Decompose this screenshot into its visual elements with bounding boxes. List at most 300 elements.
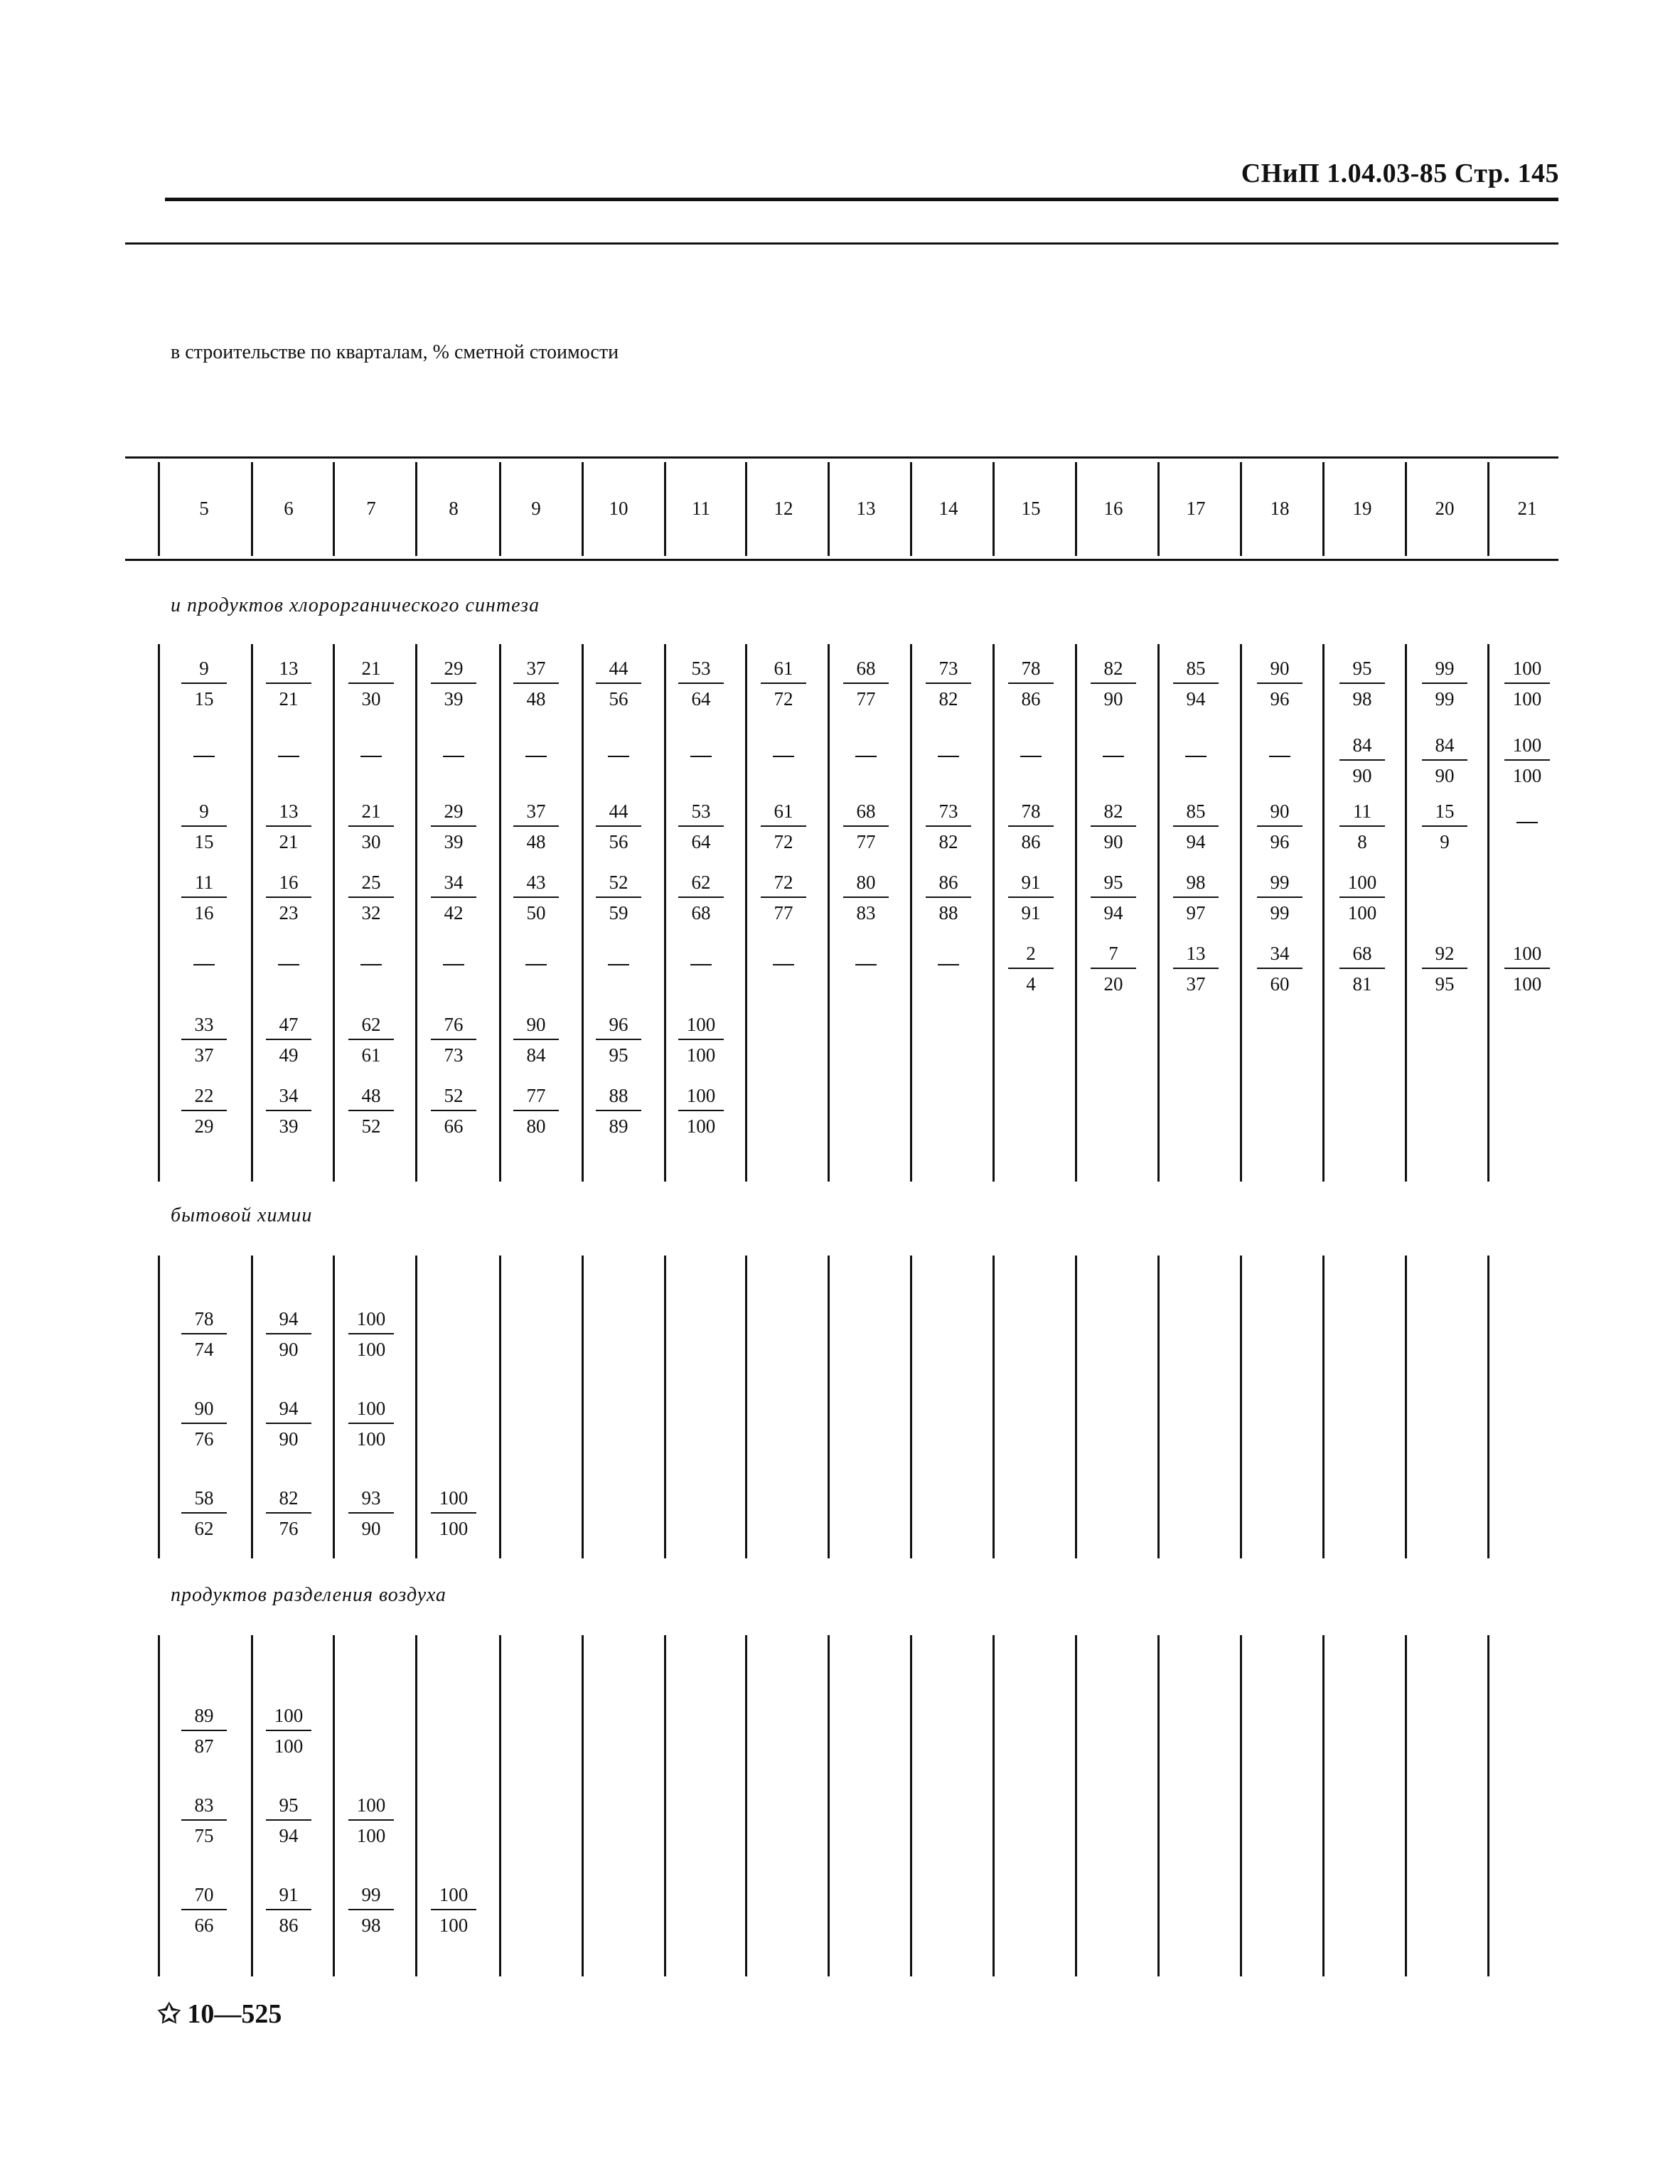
- fraction-cell: [1002, 659, 1059, 709]
- column-separator: [499, 1256, 501, 1558]
- fraction-cell: [176, 1015, 232, 1065]
- fraction-denominator: 90: [279, 1339, 299, 1360]
- fraction-numerator: 7: [1108, 943, 1118, 964]
- fraction-numerator: 72: [774, 872, 793, 893]
- empty-dash: [360, 756, 382, 757]
- fraction-cell: [1416, 659, 1473, 709]
- fraction-numerator: 100: [439, 1487, 469, 1509]
- fraction-numerator: 95: [279, 1794, 299, 1816]
- fraction-denominator: 73: [444, 1044, 464, 1066]
- column-header-separator: [499, 462, 501, 556]
- column-header-7: 7: [366, 498, 376, 519]
- empty-dash: [1269, 756, 1290, 757]
- fraction-denominator: 23: [279, 902, 299, 924]
- fraction-numerator: 100: [1512, 658, 1542, 679]
- fraction-denominator: 94: [1186, 831, 1206, 852]
- fraction-denominator: 95: [1435, 973, 1455, 995]
- fraction-cell: [1085, 873, 1142, 923]
- column-separator: [745, 1635, 747, 1976]
- column-header-6: 6: [284, 498, 294, 519]
- fraction-cell: [838, 873, 894, 923]
- fraction-cell: [425, 1086, 482, 1136]
- fraction-cell: [343, 802, 400, 852]
- column-separator: [910, 1635, 912, 1976]
- column-separator: [1487, 1256, 1489, 1558]
- column-separator: [828, 1635, 830, 1976]
- fraction-denominator: 99: [1270, 902, 1290, 924]
- fraction-cell: [260, 659, 317, 709]
- fraction-denominator: 30: [361, 688, 381, 710]
- fraction-cell: [176, 873, 232, 923]
- fraction-cell: [343, 1086, 400, 1136]
- column-header-11: 11: [692, 498, 710, 519]
- fraction-denominator: 90: [361, 1518, 381, 1539]
- fraction-denominator: 48: [526, 688, 546, 710]
- fraction-cell: [1085, 944, 1142, 994]
- fraction-cell: [1416, 736, 1473, 786]
- fraction-denominator: 100: [356, 1339, 386, 1360]
- fraction-numerator: 84: [1352, 734, 1372, 756]
- fraction-cell: [590, 802, 647, 852]
- fraction-numerator: 78: [1021, 801, 1041, 822]
- fraction-cell: [343, 1015, 400, 1065]
- fraction-denominator: 4: [1026, 973, 1036, 995]
- fraction-denominator: 100: [1512, 973, 1542, 995]
- fraction-denominator: 15: [194, 831, 214, 852]
- column-separator: [158, 1256, 160, 1558]
- fraction-denominator: 95: [609, 1044, 628, 1066]
- fraction-denominator: 66: [444, 1115, 464, 1137]
- table-header-top-rule: [125, 456, 1558, 459]
- fraction-denominator: 74: [194, 1339, 214, 1360]
- fraction-numerator: 100: [439, 1884, 469, 1905]
- fraction-numerator: 76: [444, 1014, 464, 1035]
- fraction-cell: [673, 1015, 729, 1065]
- fraction-cell: [260, 1086, 317, 1136]
- fraction-numerator: 82: [279, 1487, 299, 1509]
- fraction-denominator: 90: [1435, 765, 1455, 786]
- fraction-cell: [343, 1399, 400, 1449]
- column-separator: [1157, 1256, 1160, 1558]
- fraction-numerator: 62: [361, 1014, 381, 1035]
- fraction-denominator: 90: [1352, 765, 1372, 786]
- fraction-numerator: 43: [526, 872, 546, 893]
- header-rule-top: [165, 198, 1558, 201]
- fraction-denominator: 89: [609, 1115, 628, 1137]
- fraction-numerator: 44: [609, 801, 628, 822]
- fraction-cell: [1251, 944, 1308, 994]
- fraction-cell: [1334, 736, 1391, 786]
- fraction-cell: [425, 802, 482, 852]
- fraction-denominator: 9: [1440, 831, 1450, 852]
- fraction-cell: [673, 1086, 729, 1136]
- fraction-numerator: 90: [1270, 658, 1290, 679]
- empty-dash: [1516, 822, 1538, 823]
- column-header-13: 13: [856, 498, 876, 519]
- column-separator: [1405, 1635, 1407, 1976]
- fraction-cell: [1499, 944, 1556, 994]
- fraction-numerator: 94: [279, 1398, 299, 1419]
- fraction-numerator: 93: [361, 1487, 381, 1509]
- fraction-denominator: 64: [691, 831, 711, 852]
- column-separator: [251, 1256, 253, 1558]
- fraction-denominator: 100: [686, 1044, 716, 1066]
- fraction-denominator: 56: [609, 831, 628, 852]
- fraction-numerator: 100: [1512, 734, 1542, 756]
- fraction-numerator: 80: [856, 872, 876, 893]
- section-title-chlororganic: и продуктов хлорорганического синтеза: [171, 594, 540, 616]
- fraction-numerator: 21: [361, 801, 381, 822]
- fraction-numerator: 13: [279, 658, 299, 679]
- fraction-denominator: 82: [938, 688, 958, 710]
- fraction-denominator: 94: [1103, 902, 1123, 924]
- fraction-numerator: 84: [1435, 734, 1455, 756]
- fraction-cell: [755, 659, 812, 709]
- fraction-numerator: 77: [526, 1085, 546, 1106]
- fraction-numerator: 22: [194, 1085, 214, 1106]
- column-header-separator: [1487, 462, 1489, 556]
- fraction-numerator: 98: [1186, 872, 1206, 893]
- fraction-numerator: 100: [356, 1398, 386, 1419]
- column-separator: [1075, 1635, 1077, 1976]
- fraction-cell: [1334, 659, 1391, 709]
- fraction-denominator: 59: [609, 902, 628, 924]
- fraction-denominator: 39: [444, 831, 464, 852]
- column-separator: [415, 644, 417, 1182]
- column-separator: [910, 644, 912, 1182]
- empty-dash: [1020, 756, 1042, 757]
- empty-dash: [525, 756, 547, 757]
- fraction-numerator: 85: [1186, 801, 1206, 822]
- fraction-cell: [1167, 659, 1224, 709]
- fraction-denominator: 77: [856, 688, 876, 710]
- fraction-cell: [755, 802, 812, 852]
- fraction-cell: [260, 1015, 317, 1065]
- fraction-cell: [176, 659, 232, 709]
- column-separator: [1487, 1635, 1489, 1976]
- fraction-numerator: 37: [526, 658, 546, 679]
- column-separator: [664, 1635, 666, 1976]
- column-header-separator: [1322, 462, 1325, 556]
- column-separator: [828, 1256, 830, 1558]
- fraction-cell: [1334, 802, 1391, 852]
- empty-dash: [855, 756, 877, 757]
- fraction-numerator: 85: [1186, 658, 1206, 679]
- fraction-numerator: 90: [194, 1398, 214, 1419]
- fraction-denominator: 82: [938, 831, 958, 852]
- fraction-cell: [590, 1015, 647, 1065]
- empty-dash: [193, 756, 215, 757]
- column-header-separator: [993, 462, 995, 556]
- fraction-numerator: 78: [194, 1308, 214, 1329]
- fraction-numerator: 47: [279, 1014, 299, 1035]
- column-header-separator: [1075, 462, 1077, 556]
- column-separator: [158, 644, 160, 1182]
- fraction-numerator: 90: [1270, 801, 1290, 822]
- fraction-numerator: 91: [1021, 872, 1041, 893]
- fraction-cell: [260, 802, 317, 852]
- fraction-numerator: 78: [1021, 658, 1041, 679]
- empty-dash: [855, 964, 877, 965]
- column-header-17: 17: [1186, 498, 1206, 519]
- fraction-cell: [590, 873, 647, 923]
- fraction-cell: [176, 1885, 232, 1935]
- fraction-cell: [1416, 944, 1473, 994]
- column-separator: [499, 1635, 501, 1976]
- fraction-denominator: 37: [194, 1044, 214, 1066]
- column-separator: [1157, 1635, 1160, 1976]
- fraction-cell: [1167, 802, 1224, 852]
- fraction-denominator: 49: [279, 1044, 299, 1066]
- fraction-cell: [920, 873, 977, 923]
- fraction-numerator: 100: [356, 1794, 386, 1816]
- fraction-numerator: 37: [526, 801, 546, 822]
- empty-dash: [360, 964, 382, 965]
- fraction-denominator: 37: [1186, 973, 1206, 995]
- fraction-cell: [1002, 944, 1059, 994]
- column-separator: [745, 1256, 747, 1558]
- column-header-15: 15: [1021, 498, 1041, 519]
- fraction-numerator: 53: [691, 658, 711, 679]
- column-separator: [499, 644, 501, 1182]
- fraction-cell: [508, 659, 565, 709]
- fraction-numerator: 73: [938, 801, 958, 822]
- empty-dash: [1185, 756, 1207, 757]
- fraction-cell: [260, 1885, 317, 1935]
- fraction-numerator: 25: [361, 872, 381, 893]
- fraction-denominator: 98: [1352, 688, 1372, 710]
- column-separator: [828, 644, 830, 1182]
- fraction-numerator: 89: [194, 1705, 214, 1726]
- column-separator: [1322, 644, 1325, 1182]
- fraction-numerator: 92: [1435, 943, 1455, 964]
- fraction-numerator: 34: [1270, 943, 1290, 964]
- fraction-numerator: 88: [609, 1085, 628, 1106]
- fraction-numerator: 29: [444, 658, 464, 679]
- fraction-denominator: 21: [279, 831, 299, 852]
- fraction-cell: [1251, 802, 1308, 852]
- fraction-numerator: 61: [774, 801, 793, 822]
- empty-dash: [690, 964, 712, 965]
- column-header-separator: [910, 462, 912, 556]
- column-separator: [251, 1635, 253, 1976]
- fraction-cell: [1085, 802, 1142, 852]
- fraction-cell: [176, 1706, 232, 1756]
- fraction-cell: [590, 659, 647, 709]
- fraction-numerator: 83: [194, 1794, 214, 1816]
- fraction-numerator: 11: [195, 872, 213, 893]
- fraction-numerator: 58: [194, 1487, 214, 1509]
- fraction-denominator: 15: [194, 688, 214, 710]
- fraction-cell: [920, 802, 977, 852]
- fraction-cell: [260, 1310, 317, 1359]
- fraction-cell: [1499, 659, 1556, 709]
- fraction-numerator: 73: [938, 658, 958, 679]
- fraction-cell: [260, 1489, 317, 1538]
- column-header-21: 21: [1517, 498, 1537, 519]
- fraction-numerator: 100: [274, 1705, 304, 1726]
- column-separator: [582, 1635, 584, 1976]
- fraction-denominator: 100: [439, 1518, 469, 1539]
- fraction-numerator: 33: [194, 1014, 214, 1035]
- fraction-denominator: 68: [691, 902, 711, 924]
- empty-dash: [773, 756, 794, 757]
- fraction-denominator: 84: [526, 1044, 546, 1066]
- column-separator: [664, 1256, 666, 1558]
- column-separator: [582, 1256, 584, 1558]
- fraction-numerator: 91: [279, 1884, 299, 1905]
- empty-dash: [608, 964, 629, 965]
- column-separator: [333, 644, 335, 1182]
- fraction-denominator: 94: [1186, 688, 1206, 710]
- column-separator: [1075, 644, 1077, 1182]
- fraction-denominator: 32: [361, 902, 381, 924]
- fraction-numerator: 95: [1352, 658, 1372, 679]
- column-header-separator: [1240, 462, 1242, 556]
- column-header-separator: [251, 462, 253, 556]
- fraction-cell: [508, 873, 565, 923]
- fraction-numerator: 9: [199, 658, 209, 679]
- fraction-numerator: 52: [444, 1085, 464, 1106]
- fraction-numerator: 99: [361, 1884, 381, 1905]
- fraction-denominator: 86: [1021, 688, 1041, 710]
- fraction-denominator: 100: [356, 1825, 386, 1846]
- fraction-denominator: 86: [1021, 831, 1041, 852]
- fraction-denominator: 80: [526, 1115, 546, 1137]
- fraction-cell: [343, 1796, 400, 1846]
- fraction-denominator: 39: [279, 1115, 299, 1137]
- column-separator: [1240, 644, 1242, 1182]
- fraction-numerator: 100: [356, 1308, 386, 1329]
- fraction-cell: [755, 873, 812, 923]
- fraction-cell: [1167, 944, 1224, 994]
- column-separator: [582, 644, 584, 1182]
- fraction-denominator: 21: [279, 688, 299, 710]
- column-header-10: 10: [609, 498, 628, 519]
- fraction-cell: [673, 802, 729, 852]
- fraction-cell: [920, 659, 977, 709]
- fraction-denominator: 100: [439, 1915, 469, 1936]
- fraction-denominator: 42: [444, 902, 464, 924]
- fraction-numerator: 100: [1512, 943, 1542, 964]
- fraction-denominator: 97: [1186, 902, 1206, 924]
- fraction-numerator: 62: [691, 872, 711, 893]
- fraction-denominator: 90: [1103, 688, 1123, 710]
- fraction-denominator: 76: [194, 1428, 214, 1450]
- column-header-12: 12: [774, 498, 793, 519]
- table-caption: в строительстве по кварталам, % сметной стоимости: [171, 341, 619, 363]
- fraction-denominator: 8: [1357, 831, 1367, 852]
- fraction-cell: [425, 1885, 482, 1935]
- fraction-numerator: 95: [1103, 872, 1123, 893]
- fraction-denominator: 72: [774, 831, 793, 852]
- column-header-8: 8: [449, 498, 459, 519]
- document-code: СНиП 1.04.03-85 Стр. 145: [1241, 159, 1559, 188]
- fraction-denominator: 50: [526, 902, 546, 924]
- fraction-denominator: 48: [526, 831, 546, 852]
- empty-dash: [938, 756, 959, 757]
- fraction-cell: [838, 659, 894, 709]
- fraction-cell: [343, 659, 400, 709]
- fraction-numerator: 96: [609, 1014, 628, 1035]
- column-separator: [333, 1256, 335, 1558]
- column-header-14: 14: [938, 498, 958, 519]
- section-title-household-chemistry: бытовой химии: [171, 1204, 313, 1226]
- fraction-numerator: 34: [279, 1085, 299, 1106]
- fraction-denominator: 90: [1103, 831, 1123, 852]
- fraction-cell: [260, 1706, 317, 1756]
- empty-dash: [938, 964, 959, 965]
- column-separator: [1405, 1256, 1407, 1558]
- fraction-cell: [590, 1086, 647, 1136]
- fraction-cell: [425, 659, 482, 709]
- column-separator: [415, 1635, 417, 1976]
- column-header-separator: [1157, 462, 1160, 556]
- fraction-denominator: 64: [691, 688, 711, 710]
- fraction-cell: [260, 1796, 317, 1846]
- fraction-denominator: 52: [361, 1115, 381, 1137]
- column-header-separator: [1405, 462, 1407, 556]
- empty-dash: [278, 756, 299, 757]
- fraction-denominator: 100: [686, 1115, 716, 1137]
- fraction-denominator: 66: [194, 1915, 214, 1936]
- fraction-numerator: 61: [774, 658, 793, 679]
- fraction-cell: [425, 873, 482, 923]
- column-separator: [1075, 1256, 1077, 1558]
- column-header-5: 5: [199, 498, 209, 519]
- fraction-cell: [1251, 873, 1308, 923]
- column-header-16: 16: [1103, 498, 1123, 519]
- fraction-numerator: 68: [856, 801, 876, 822]
- fraction-cell: [343, 1885, 400, 1935]
- column-header-separator: [828, 462, 830, 556]
- fraction-cell: [176, 802, 232, 852]
- fraction-numerator: 99: [1270, 872, 1290, 893]
- fraction-cell: [176, 1796, 232, 1846]
- column-header-19: 19: [1352, 498, 1372, 519]
- column-separator: [745, 644, 747, 1182]
- column-separator: [415, 1256, 417, 1558]
- column-separator: [993, 644, 995, 1182]
- fraction-cell: [343, 873, 400, 923]
- fraction-denominator: 100: [1512, 688, 1542, 710]
- fraction-cell: [343, 1310, 400, 1359]
- fraction-cell: [1002, 802, 1059, 852]
- fraction-cell: [1334, 873, 1391, 923]
- fraction-numerator: 100: [686, 1014, 716, 1035]
- fraction-cell: [260, 873, 317, 923]
- table-header-bottom-rule: [125, 559, 1558, 561]
- column-separator: [333, 1635, 335, 1976]
- fraction-denominator: 96: [1270, 688, 1290, 710]
- column-separator: [664, 644, 666, 1182]
- column-header-separator: [415, 462, 417, 556]
- column-separator: [993, 1635, 995, 1976]
- fraction-numerator: 21: [361, 658, 381, 679]
- empty-dash: [1103, 756, 1124, 757]
- fraction-numerator: 13: [1186, 943, 1206, 964]
- fraction-numerator: 11: [1353, 801, 1371, 822]
- column-separator: [1240, 1635, 1242, 1976]
- fraction-denominator: 96: [1270, 831, 1290, 852]
- fraction-denominator: 75: [194, 1825, 214, 1846]
- fraction-denominator: 91: [1021, 902, 1041, 924]
- fraction-denominator: 72: [774, 688, 793, 710]
- column-separator: [158, 1635, 160, 1976]
- fraction-numerator: 13: [279, 801, 299, 822]
- fraction-cell: [508, 802, 565, 852]
- column-header-separator: [333, 462, 335, 556]
